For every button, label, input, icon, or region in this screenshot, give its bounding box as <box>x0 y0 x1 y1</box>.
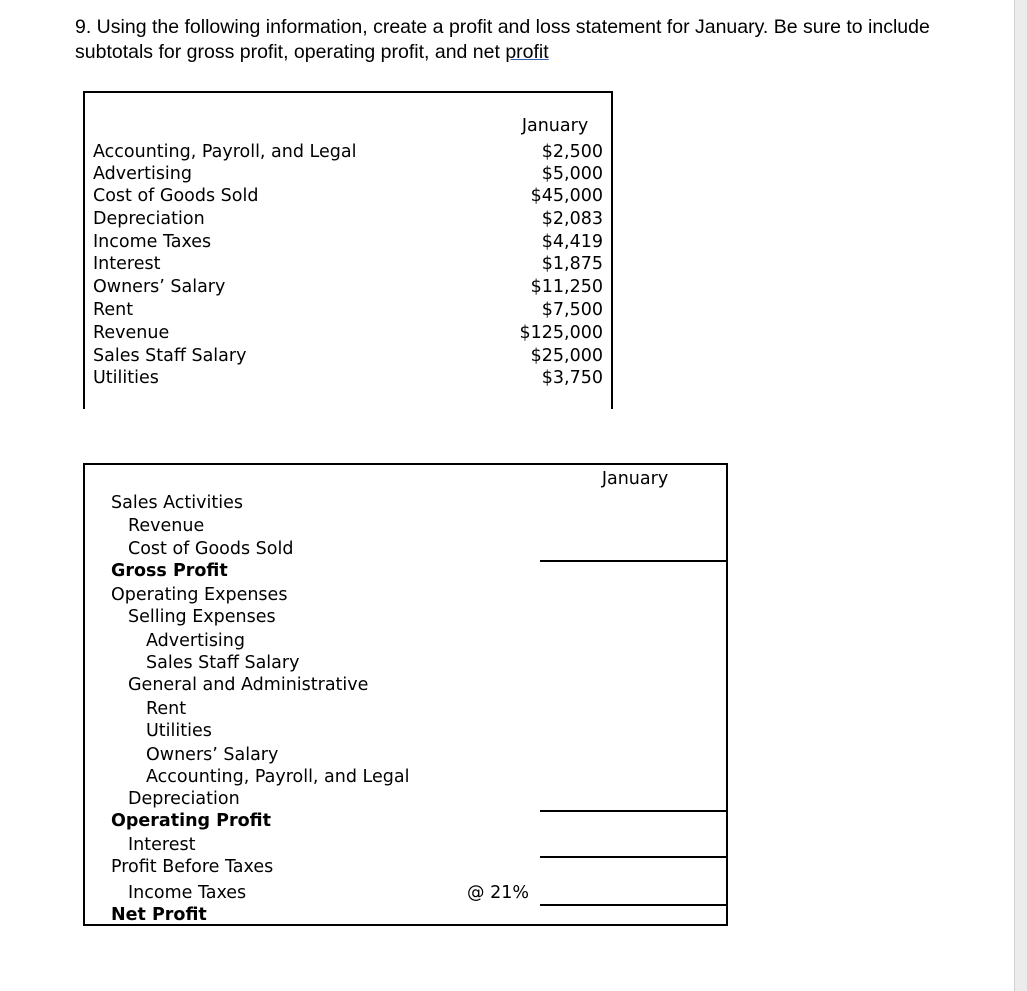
row-value: $11,250 <box>530 277 603 297</box>
row-value: $4,419 <box>541 232 603 252</box>
line-operating-expenses: Operating Expenses <box>111 585 288 605</box>
data-table-header: January <box>521 116 589 136</box>
row-label: Revenue <box>93 323 170 343</box>
line-cost-of-goods-sold: Cost of Goods Sold <box>128 539 294 559</box>
table-row <box>93 208 603 230</box>
row-label: Advertising <box>93 164 192 184</box>
table-row <box>93 299 603 321</box>
subtotal-line-operating-expenses <box>540 788 728 812</box>
row-value: $2,083 <box>541 209 603 229</box>
row-value: $7,500 <box>541 300 603 320</box>
row-label: Sales Staff Salary <box>93 346 247 366</box>
table-row <box>93 367 603 389</box>
line-general-administrative: General and Administrative <box>128 675 369 695</box>
line-advertising: Advertising <box>146 631 245 651</box>
question-underlined-word: profit <box>505 41 549 63</box>
row-label: Cost of Goods Sold <box>93 186 259 206</box>
line-owners-salary: Owners’ Salary <box>146 745 279 765</box>
row-label: Owners’ Salary <box>93 277 226 297</box>
line-profit-before-taxes: Profit Before Taxes <box>111 857 274 877</box>
line-interest: Interest <box>128 835 196 855</box>
row-value: $125,000 <box>519 323 603 343</box>
line-utilities: Utilities <box>146 721 212 741</box>
scrollbar[interactable] <box>1014 0 1027 991</box>
row-value: $1,875 <box>541 254 603 274</box>
table-row <box>93 163 603 185</box>
table-row <box>93 345 603 367</box>
line-operating-profit: Operating Profit <box>111 811 271 831</box>
row-value: $2,500 <box>541 142 603 162</box>
question-body: 9. Using the following information, create a profit and loss statement for January. Be sure to include subtotals for gross profit, operating profit, and net <box>75 16 930 63</box>
line-selling-expenses: Selling Expenses <box>128 607 276 627</box>
line-net-profit: Net Profit <box>111 905 207 925</box>
row-value: $5,000 <box>541 164 603 184</box>
line-income-taxes: Income Taxes <box>128 883 247 903</box>
table-row <box>93 141 603 163</box>
subtotal-line-gross-profit <box>540 538 728 562</box>
table-row <box>93 322 603 344</box>
row-label: Depreciation <box>93 209 205 229</box>
line-gross-profit: Gross Profit <box>111 561 228 581</box>
tax-rate-label: @ 21% <box>467 883 529 903</box>
row-label: Income Taxes <box>93 232 212 252</box>
subtotal-line-interest <box>540 834 728 858</box>
row-value: $45,000 <box>530 186 603 206</box>
line-sales-staff-salary: Sales Staff Salary <box>146 653 300 673</box>
line-accounting-payroll-legal: Accounting, Payroll, and Legal <box>146 767 410 787</box>
table-row <box>93 276 603 298</box>
row-value: $3,750 <box>541 368 603 388</box>
profit-loss-statement <box>83 463 728 926</box>
subtotal-line-income-taxes <box>540 882 728 906</box>
table-row <box>93 253 603 275</box>
question-text <box>75 15 955 65</box>
table-row <box>93 185 603 207</box>
row-label: Rent <box>93 300 134 320</box>
line-revenue: Revenue <box>128 516 205 536</box>
table-row <box>93 231 603 253</box>
data-table <box>83 91 613 409</box>
line-sales-activities: Sales Activities <box>111 493 243 513</box>
row-label: Accounting, Payroll, and Legal <box>93 142 357 162</box>
row-label: Utilities <box>93 368 159 388</box>
row-label: Interest <box>93 254 161 274</box>
line-rent: Rent <box>146 699 187 719</box>
row-value: $25,000 <box>530 346 603 366</box>
line-depreciation: Depreciation <box>128 789 240 809</box>
statement-header: January <box>601 469 669 489</box>
